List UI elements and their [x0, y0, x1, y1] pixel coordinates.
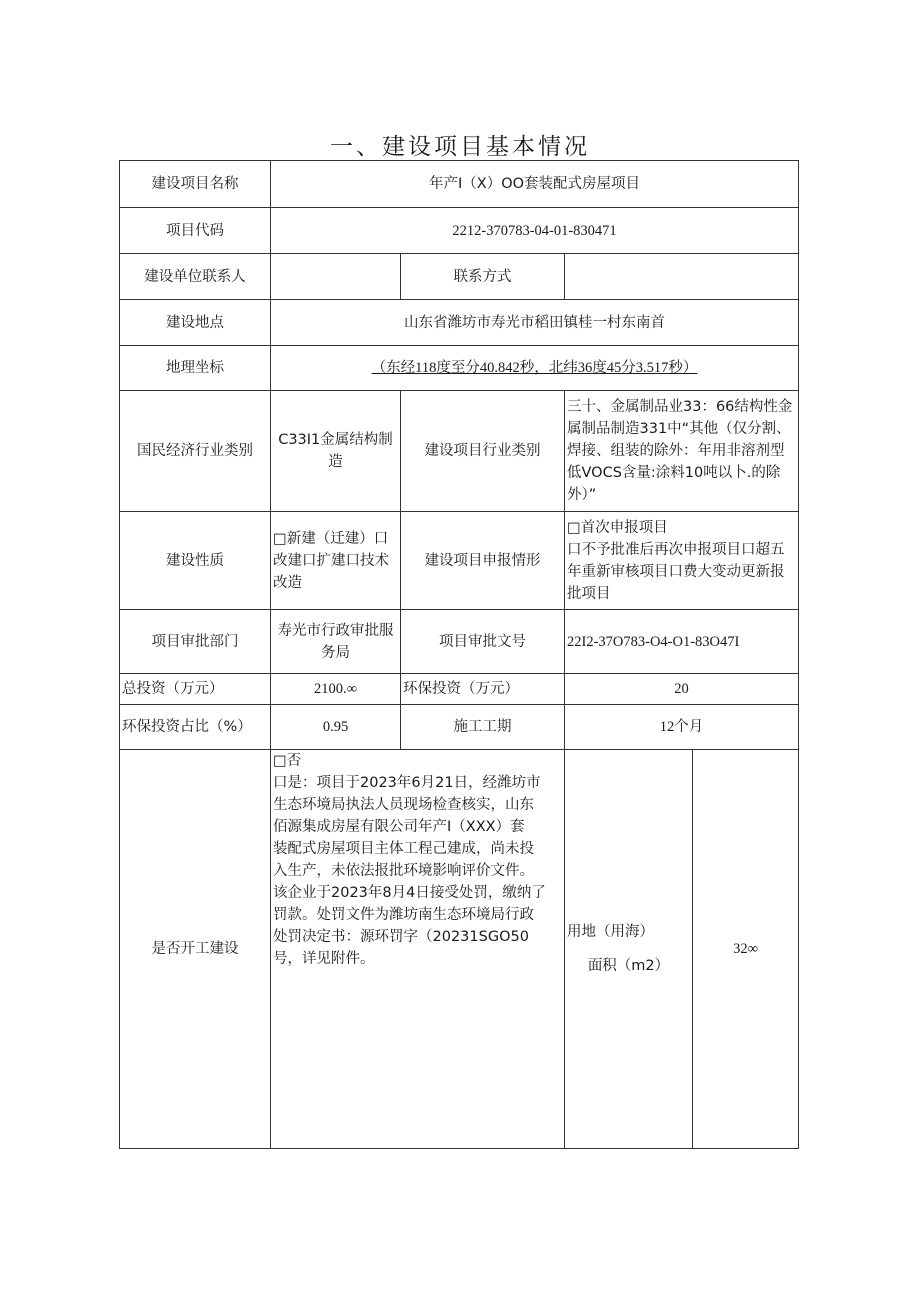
- nature-label: 建设性质: [120, 512, 271, 610]
- approval-dept-label: 项目审批部门: [120, 610, 271, 674]
- started-line: 口是：项目于2023年6月21日，经潍坊市: [273, 775, 541, 791]
- land-area-label-line-1: 用地（用海）: [567, 924, 654, 940]
- env-investment-value: 20: [565, 674, 799, 705]
- project-code-value: 2212-370783-04-01-830471: [271, 208, 799, 254]
- table-row: [120, 512, 799, 610]
- nature-value: □新建（迁建）口改建口扩建口技术改造: [271, 512, 401, 610]
- land-area-label-line-2: 面积（m2）: [587, 958, 670, 974]
- project-name-value: 年产I（X）OO套装配式房屋项目: [271, 161, 799, 208]
- land-area-label: [565, 750, 693, 1149]
- filing-value-line-2: 口不予批准后再次申报项目口超五年重新审核项目口费大变动更新报批项目: [567, 541, 785, 602]
- location-label: 建设地点: [120, 300, 271, 346]
- industry-value: C33I1金属结构制造: [271, 391, 401, 512]
- started-line: 号，详见附件。: [273, 951, 375, 967]
- table-row: [120, 391, 799, 512]
- construction-period-value: 12个月: [565, 705, 799, 750]
- project-name-label: 建设项目名称: [120, 161, 271, 208]
- approval-doc-value: 22I2-37O783-O4-O1-83O47I: [565, 610, 799, 674]
- table-row: [120, 610, 799, 674]
- coordinates-label: 地理坐标: [120, 346, 271, 391]
- industry-category-label: 建设项目行业类别: [401, 391, 565, 512]
- started-line: 处罚决定书：源环罚字（20231SGO50: [273, 929, 529, 945]
- started-line: 入生产，未依法报批环境影响评价文件。: [273, 863, 534, 879]
- started-label: 是否开工建设: [120, 750, 271, 1149]
- total-investment-label: 总投资（万元）: [120, 674, 271, 705]
- started-line: □否: [273, 753, 302, 769]
- env-investment-label: 环保投资（万元）: [401, 674, 565, 705]
- env-ratio-label: 环保投资占比（%）: [120, 705, 271, 750]
- started-line: 装配式房屋项目主体工程己建成，尚未投: [273, 841, 534, 857]
- contact-method-value: [565, 254, 799, 300]
- contact-person-label: 建设单位联系人: [120, 254, 271, 300]
- project-code-label: 项目代码: [120, 208, 271, 254]
- table-row: [120, 300, 799, 346]
- land-area-value: 32∞: [693, 750, 799, 1149]
- filing-label: 建设项目申报情形: [401, 512, 565, 610]
- location-value: 山东省潍坊市寿光市稻田镇桂一村东南首: [271, 300, 799, 346]
- project-info-table: [119, 160, 799, 1149]
- started-line: 佰源集成房屋有限公司年产I（XXX）套: [273, 819, 525, 835]
- coordinates-value: [271, 346, 799, 391]
- table-row: [120, 750, 799, 1149]
- table-row: [120, 705, 799, 750]
- table-row: [120, 208, 799, 254]
- started-line: 该企业于2023年8月4日接受处罚，缴纳了: [273, 885, 546, 901]
- started-line: 生态环境局执法人员现场检查核实，山东: [273, 797, 534, 813]
- page-title: 一、建设项目基本情况: [330, 134, 590, 160]
- approval-dept-value: 寿光市行政审批服务局: [271, 610, 401, 674]
- table-row: [120, 674, 799, 705]
- table-row: [120, 346, 799, 391]
- started-line: 罚款。处罚文件为潍坊南生态环境局行政: [273, 907, 534, 923]
- contact-method-label: 联系方式: [401, 254, 565, 300]
- filing-value-line-1: □首次申报项目: [567, 519, 668, 536]
- industry-category-value: 三十、金属制品业33：66结构性金属制品制造331中“其他（仅分割、焊接、组装的除外：年用非溶剂型低VOCS含量:涂料10吨以卜.的除外）”: [565, 391, 799, 512]
- table-row: [120, 161, 799, 208]
- total-investment-value: 2100.∞: [271, 674, 401, 705]
- coordinates-text: （东经118度至分40.842秒，北纬36度45分3.517秒）: [371, 360, 698, 376]
- table-row: [120, 254, 799, 300]
- filing-value: [565, 512, 799, 610]
- approval-doc-label: 项目审批文号: [401, 610, 565, 674]
- env-ratio-value: 0.95: [271, 705, 401, 750]
- construction-period-label: 施工工期: [401, 705, 565, 750]
- started-value: [271, 750, 565, 1149]
- industry-label: 国民经济行业类别: [120, 391, 271, 512]
- contact-person-value: [271, 254, 401, 300]
